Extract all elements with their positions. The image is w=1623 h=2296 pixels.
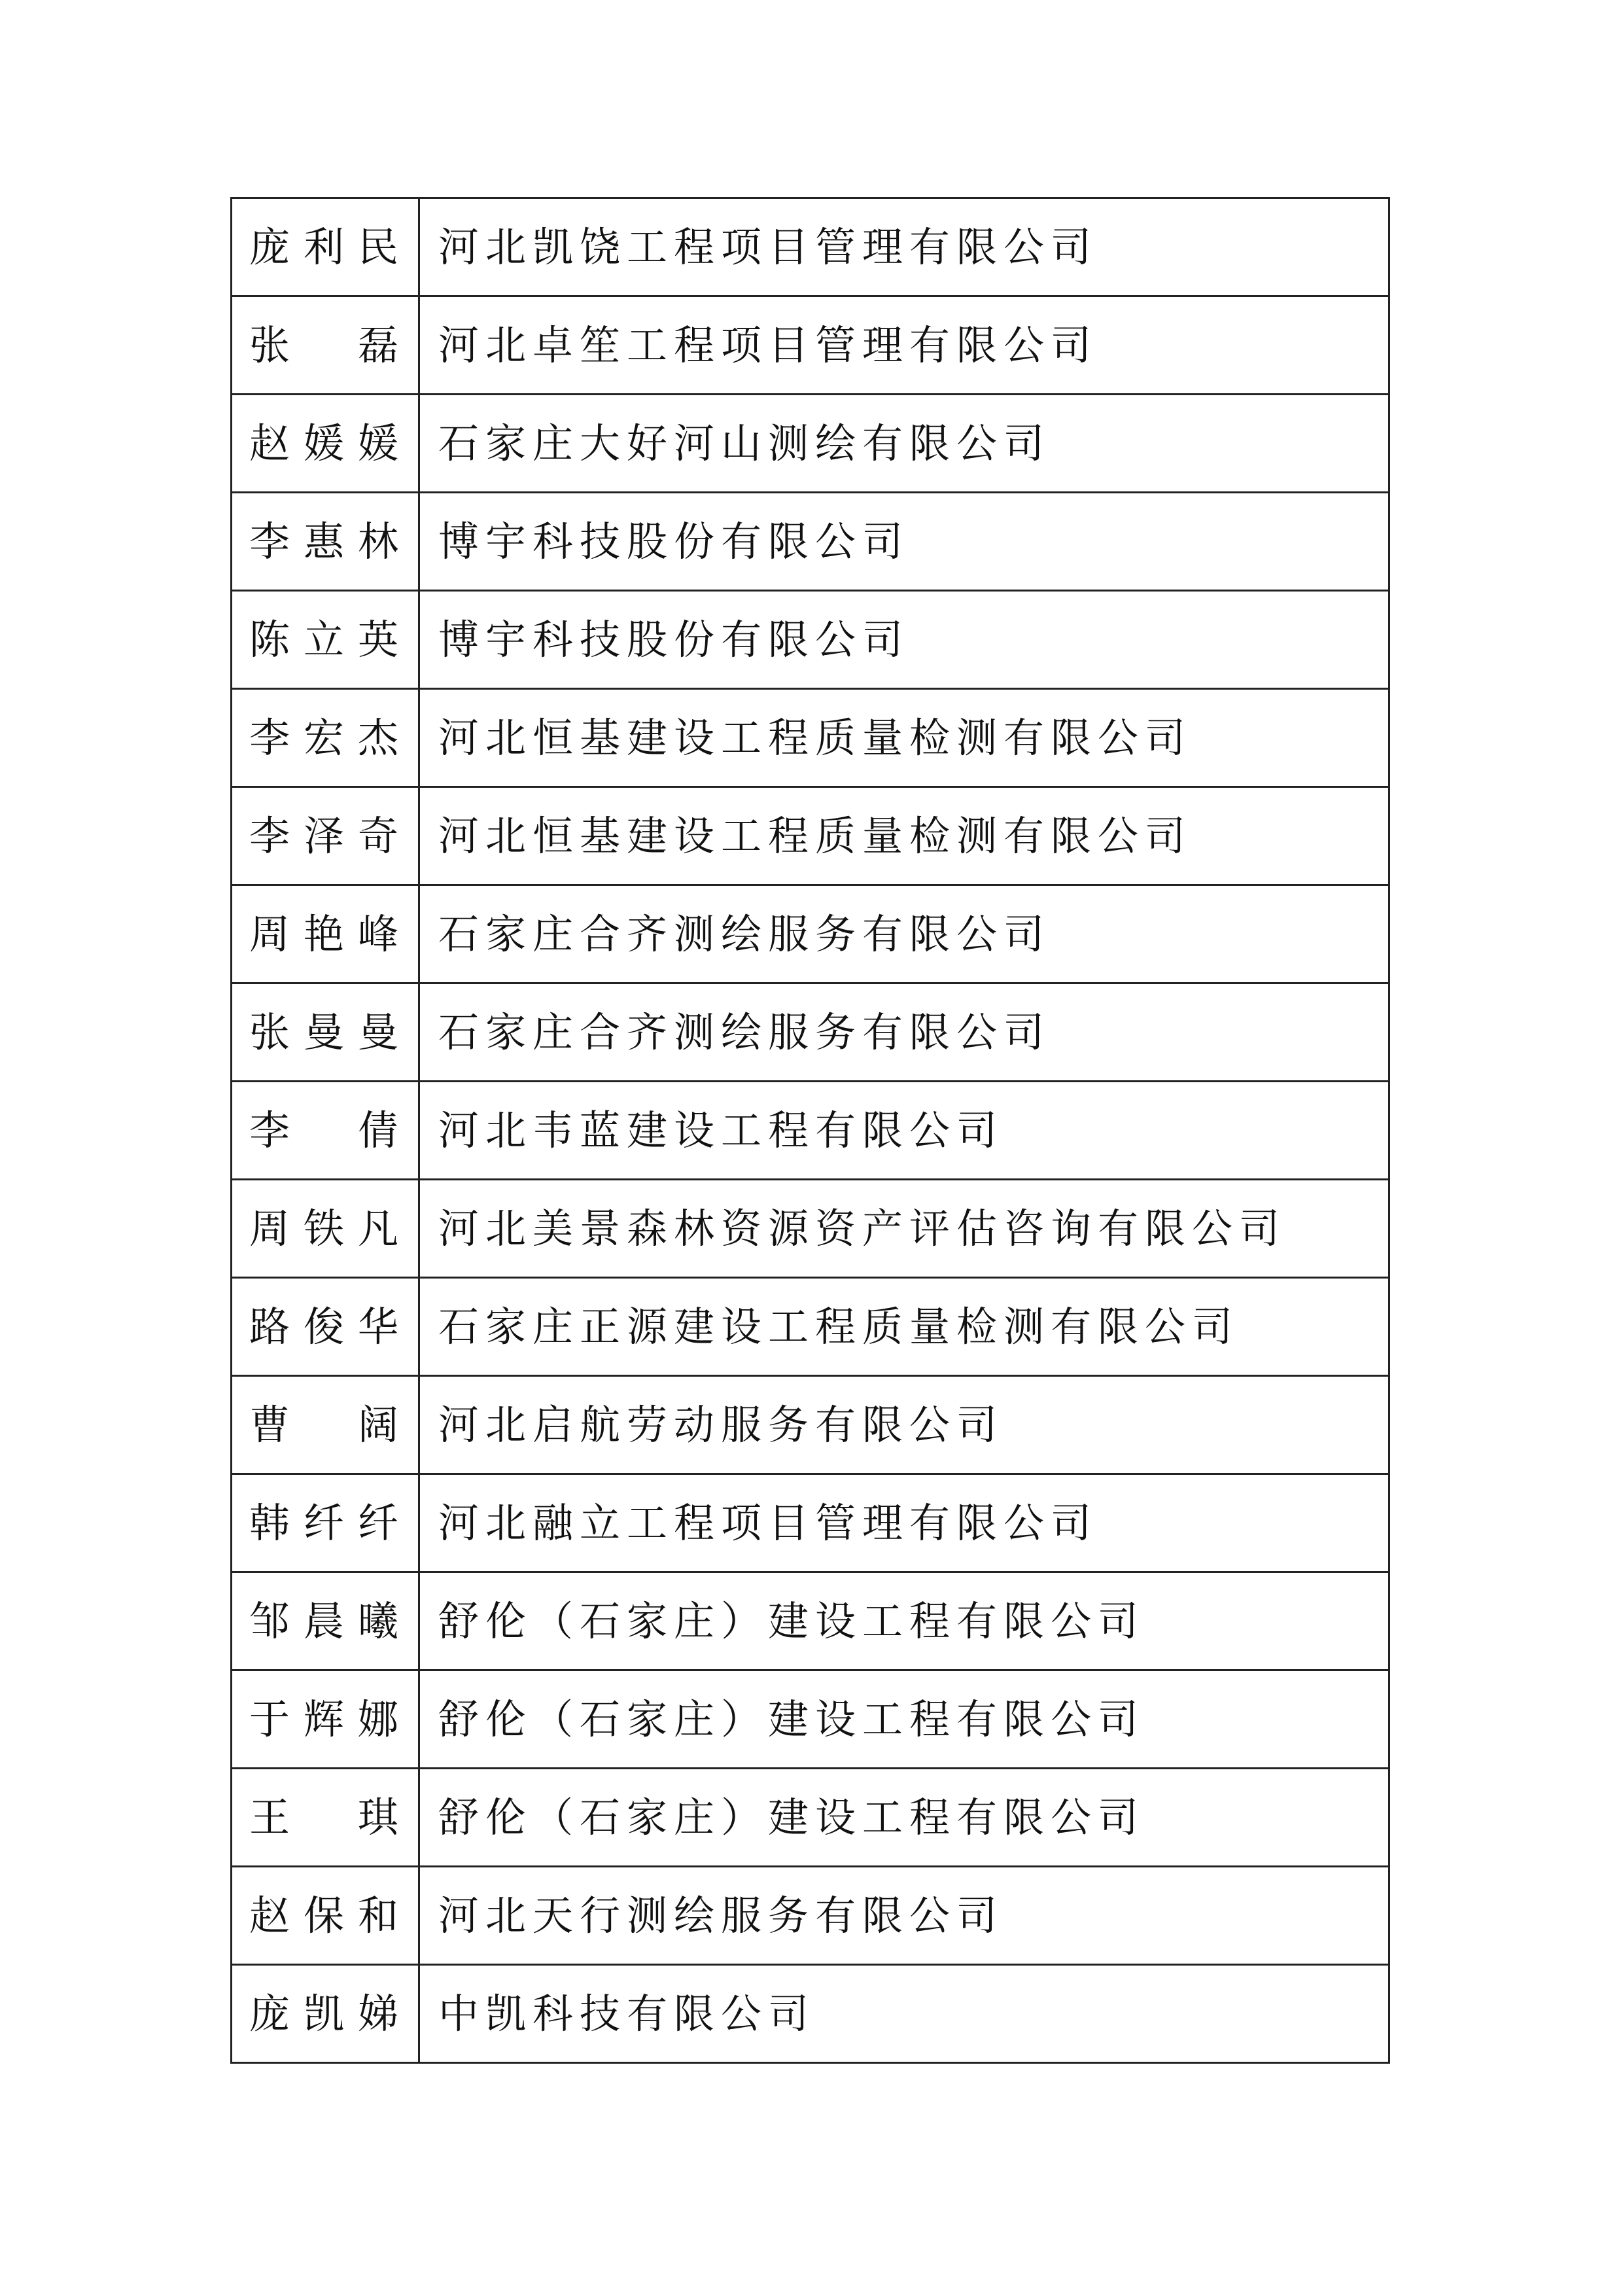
- table-row: [232, 1572, 1389, 1670]
- person-name-cell: 王 琪: [232, 1769, 419, 1867]
- company-name-cell: 石家庄大好河山测绘有限公司: [419, 395, 1389, 493]
- personnel-table: [230, 197, 1390, 2064]
- person-name-cell: 赵保和: [232, 1867, 419, 1965]
- company-name-cell: 舒伦（石家庄）建设工程有限公司: [419, 1769, 1389, 1867]
- company-name-cell: 博宇科技股份有限公司: [419, 493, 1389, 591]
- company-name-cell: 石家庄合齐测绘服务有限公司: [419, 885, 1389, 983]
- company-name-cell: 河北恒基建设工程质量检测有限公司: [419, 689, 1389, 787]
- company-name-cell: 河北凯饶工程项目管理有限公司: [419, 198, 1389, 296]
- company-name-cell: 河北恒基建设工程质量检测有限公司: [419, 787, 1389, 885]
- person-name-cell: 李 倩: [232, 1082, 419, 1180]
- person-name-cell: 曹 阔: [232, 1376, 419, 1474]
- table-row: [232, 1278, 1389, 1376]
- person-name-cell: 庞凯娣: [232, 1965, 419, 2063]
- table-row: [232, 1376, 1389, 1474]
- person-name-cell: 路俊华: [232, 1278, 419, 1376]
- person-name-cell: 于辉娜: [232, 1670, 419, 1769]
- person-name-cell: 周艳峰: [232, 885, 419, 983]
- table-row: [232, 1670, 1389, 1769]
- table-row: [232, 591, 1389, 689]
- table-row: [232, 885, 1389, 983]
- company-name-cell: 舒伦（石家庄）建设工程有限公司: [419, 1670, 1389, 1769]
- person-name-cell: 张 磊: [232, 296, 419, 395]
- person-name-cell: 周铁凡: [232, 1180, 419, 1278]
- company-name-cell: 石家庄合齐测绘服务有限公司: [419, 983, 1389, 1082]
- table-row: [232, 395, 1389, 493]
- company-name-cell: 博宇科技股份有限公司: [419, 591, 1389, 689]
- company-name-cell: 河北天行测绘服务有限公司: [419, 1867, 1389, 1965]
- company-name-cell: 河北卓笙工程项目管理有限公司: [419, 296, 1389, 395]
- table-row: [232, 1180, 1389, 1278]
- person-name-cell: 李惠林: [232, 493, 419, 591]
- table-row: [232, 493, 1389, 591]
- person-name-cell: 张曼曼: [232, 983, 419, 1082]
- person-name-cell: 韩纤纤: [232, 1474, 419, 1572]
- person-name-cell: 李泽奇: [232, 787, 419, 885]
- company-name-cell: 河北融立工程项目管理有限公司: [419, 1474, 1389, 1572]
- table-row: [232, 198, 1389, 296]
- table-row: [232, 787, 1389, 885]
- company-name-cell: 河北韦蓝建设工程有限公司: [419, 1082, 1389, 1180]
- personnel-table-body: [232, 198, 1389, 2063]
- person-name-cell: 李宏杰: [232, 689, 419, 787]
- table-row: [232, 1867, 1389, 1965]
- table-row: [232, 689, 1389, 787]
- table-row: [232, 1474, 1389, 1572]
- table-row: [232, 1082, 1389, 1180]
- table-row: [232, 1769, 1389, 1867]
- person-name-cell: 陈立英: [232, 591, 419, 689]
- company-name-cell: 舒伦（石家庄）建设工程有限公司: [419, 1572, 1389, 1670]
- company-name-cell: 石家庄正源建设工程质量检测有限公司: [419, 1278, 1389, 1376]
- person-name-cell: 邹晨曦: [232, 1572, 419, 1670]
- company-name-cell: 河北启航劳动服务有限公司: [419, 1376, 1389, 1474]
- table-row: [232, 1965, 1389, 2063]
- person-name-cell: 庞利民: [232, 198, 419, 296]
- company-name-cell: 河北美景森林资源资产评估咨询有限公司: [419, 1180, 1389, 1278]
- company-name-cell: 中凯科技有限公司: [419, 1965, 1389, 2063]
- table-row: [232, 296, 1389, 395]
- table-row: [232, 983, 1389, 1082]
- person-name-cell: 赵媛媛: [232, 395, 419, 493]
